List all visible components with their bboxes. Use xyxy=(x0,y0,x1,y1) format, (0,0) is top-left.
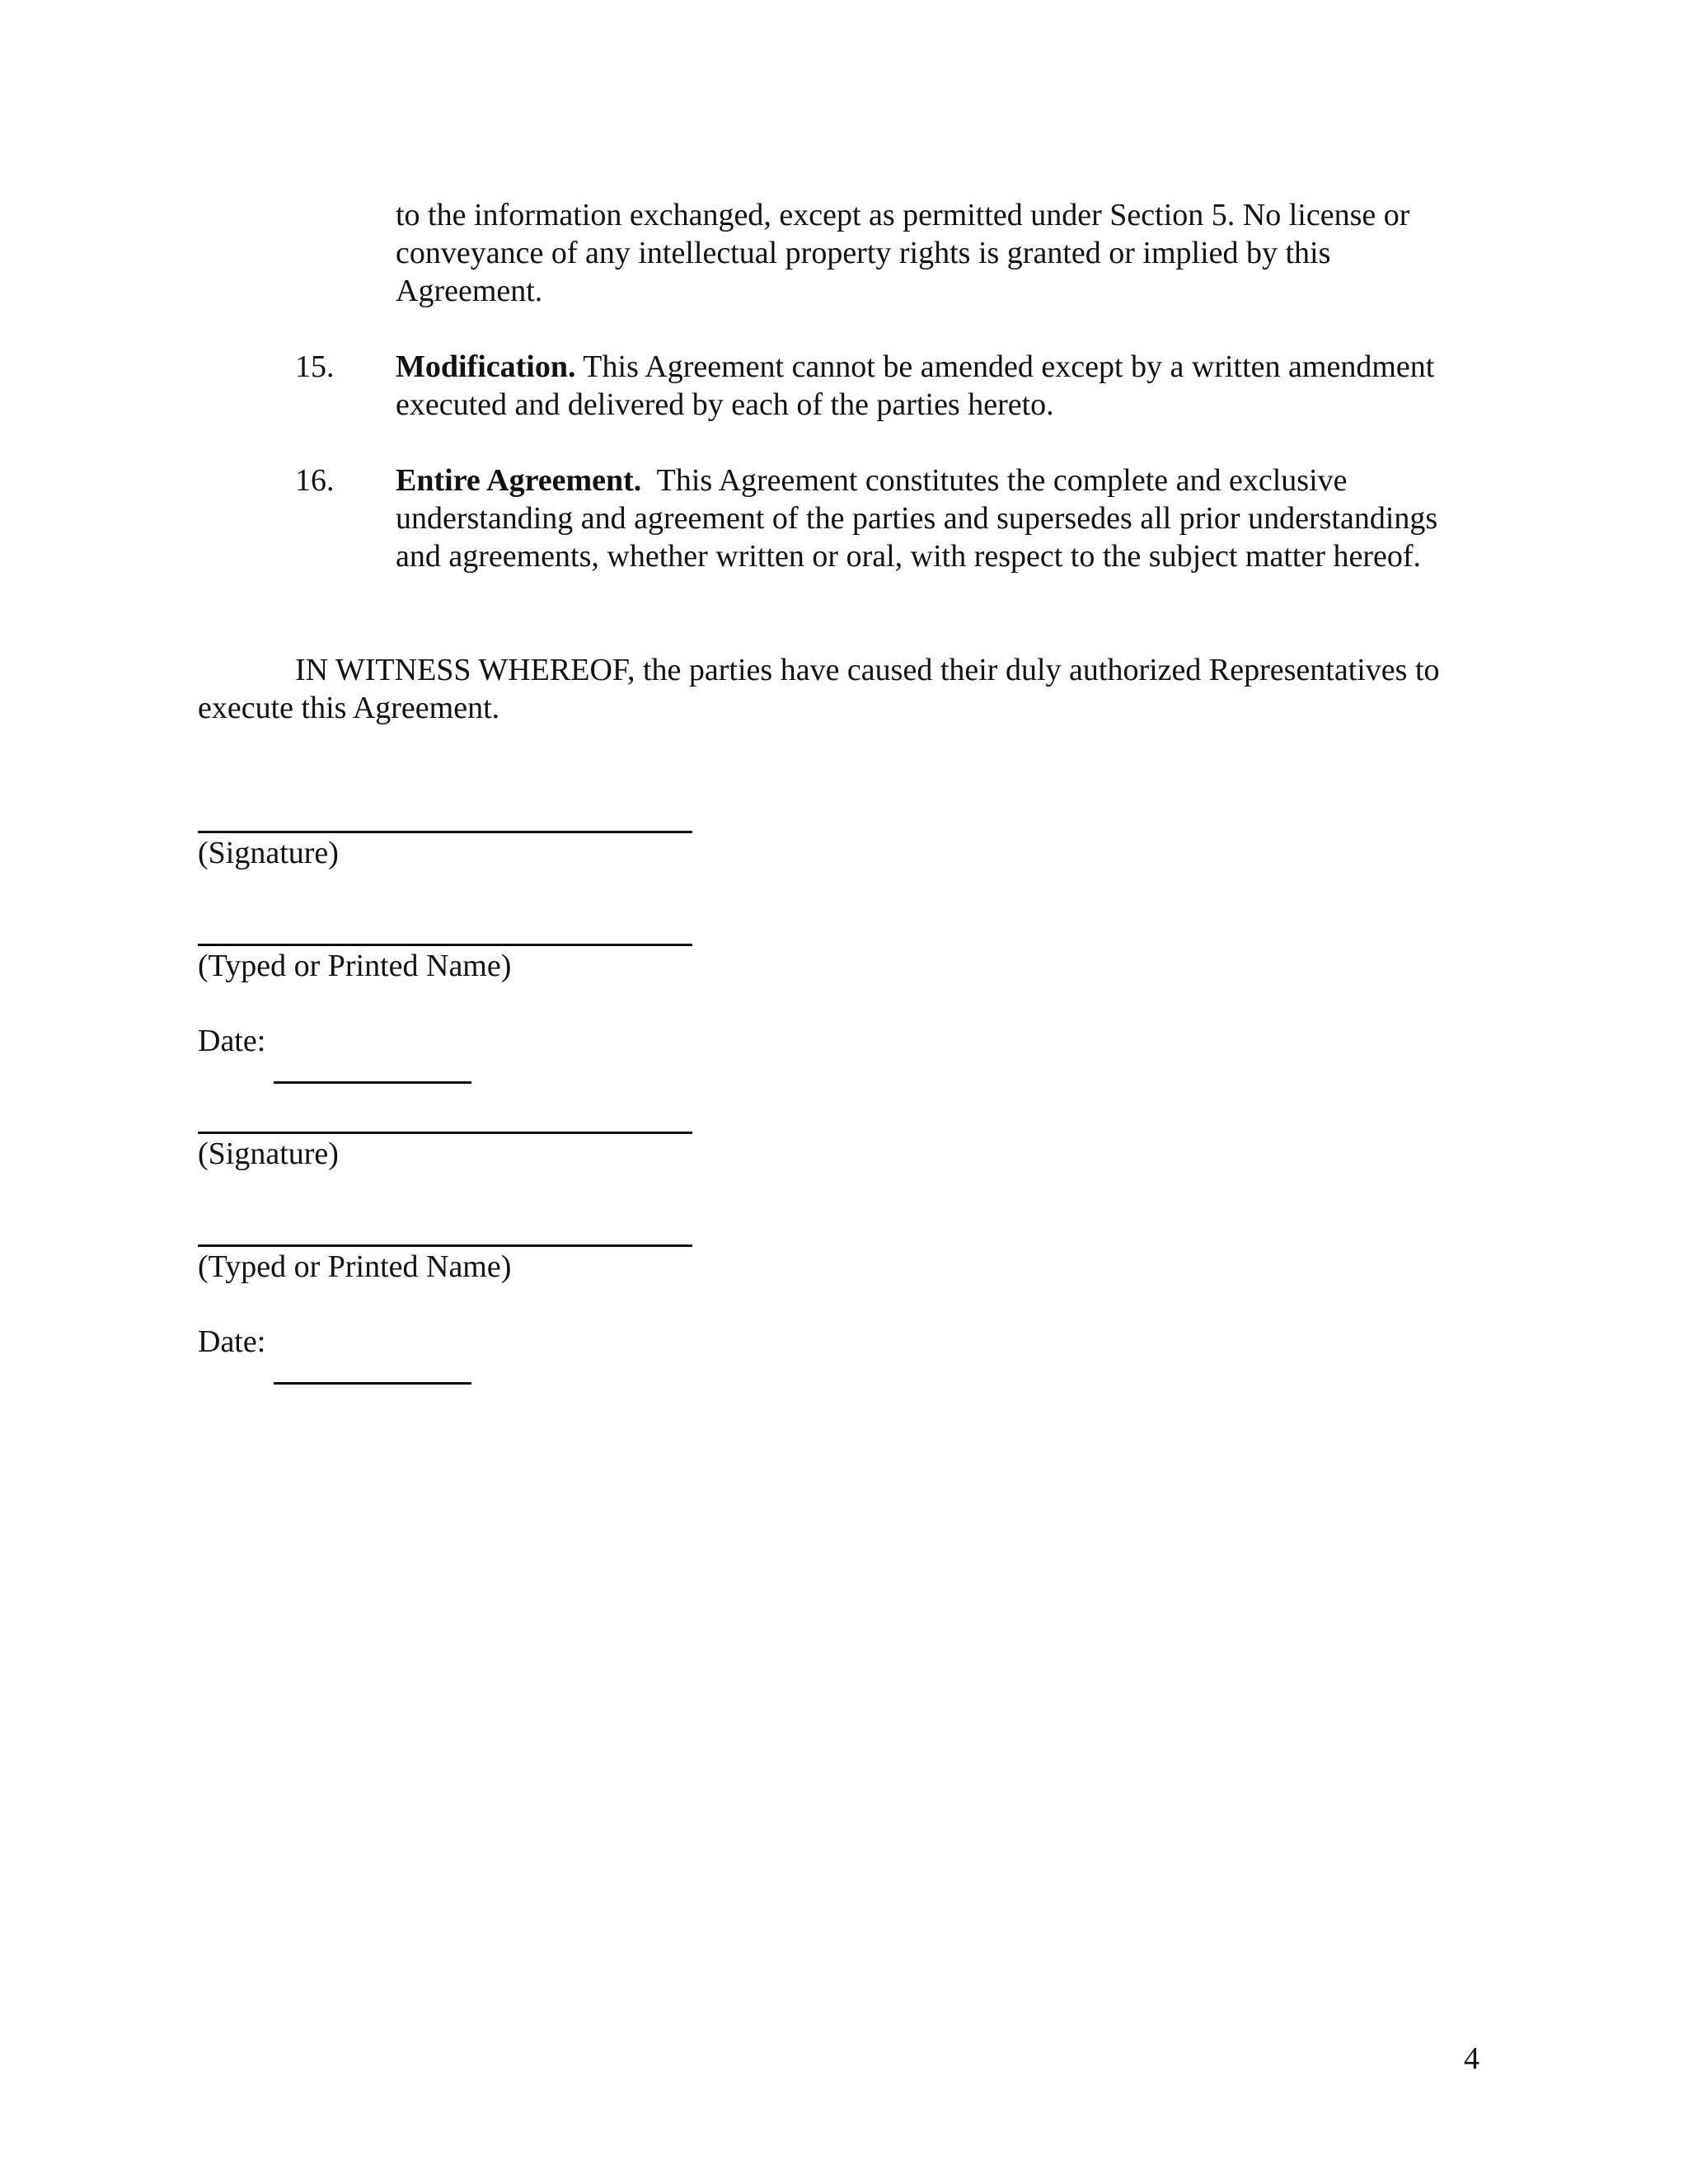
section-heading: Modification. xyxy=(396,349,576,384)
printed-name-line[interactable] xyxy=(198,1244,692,1247)
printed-name-label: (Typed or Printed Name) xyxy=(198,949,512,983)
date-field-line[interactable] xyxy=(274,1081,471,1084)
page-number: 4 xyxy=(1464,2041,1479,2076)
signature-line[interactable] xyxy=(198,831,692,833)
witness-clause-paragraph xyxy=(198,651,1492,727)
section-number: 15. xyxy=(295,349,335,384)
section-body xyxy=(396,462,1484,575)
date-row xyxy=(198,1323,471,1361)
continuation-paragraph: to the information exchanged, except as permitted under Section 5. No license or conveyance of any intellectual property rights is granted or implied by this Agreement. xyxy=(396,198,1410,308)
date-row xyxy=(198,1022,471,1060)
date-label: Date: xyxy=(198,1024,266,1058)
signature-line[interactable] xyxy=(198,1132,692,1134)
section-text: This Agreement cannot be amended except by a written amendment executed and delivered by each of the parties hereto. xyxy=(396,349,1442,422)
date-label: Date: xyxy=(198,1324,266,1359)
printed-name-line[interactable] xyxy=(198,944,692,946)
section-number: 16. xyxy=(295,463,335,498)
section-text: This Agreement constitutes the complete and exclusive understanding and agreement of the parties and supersedes all prior understandings and agreements, whether written or oral, with respect to the subject matter hereof. xyxy=(396,463,1446,574)
section-body xyxy=(396,348,1484,424)
date-field-line[interactable] xyxy=(274,1382,471,1385)
witness-clause: IN WITNESS WHEREOF, the parties have caused their duly authorized Representatives to execute this Agreement. xyxy=(198,653,1440,725)
signature-label: (Signature) xyxy=(198,836,339,870)
printed-name-label: (Typed or Printed Name) xyxy=(198,1249,512,1284)
section-heading: Entire Agreement. xyxy=(396,463,642,498)
signature-label: (Signature) xyxy=(198,1137,339,1171)
